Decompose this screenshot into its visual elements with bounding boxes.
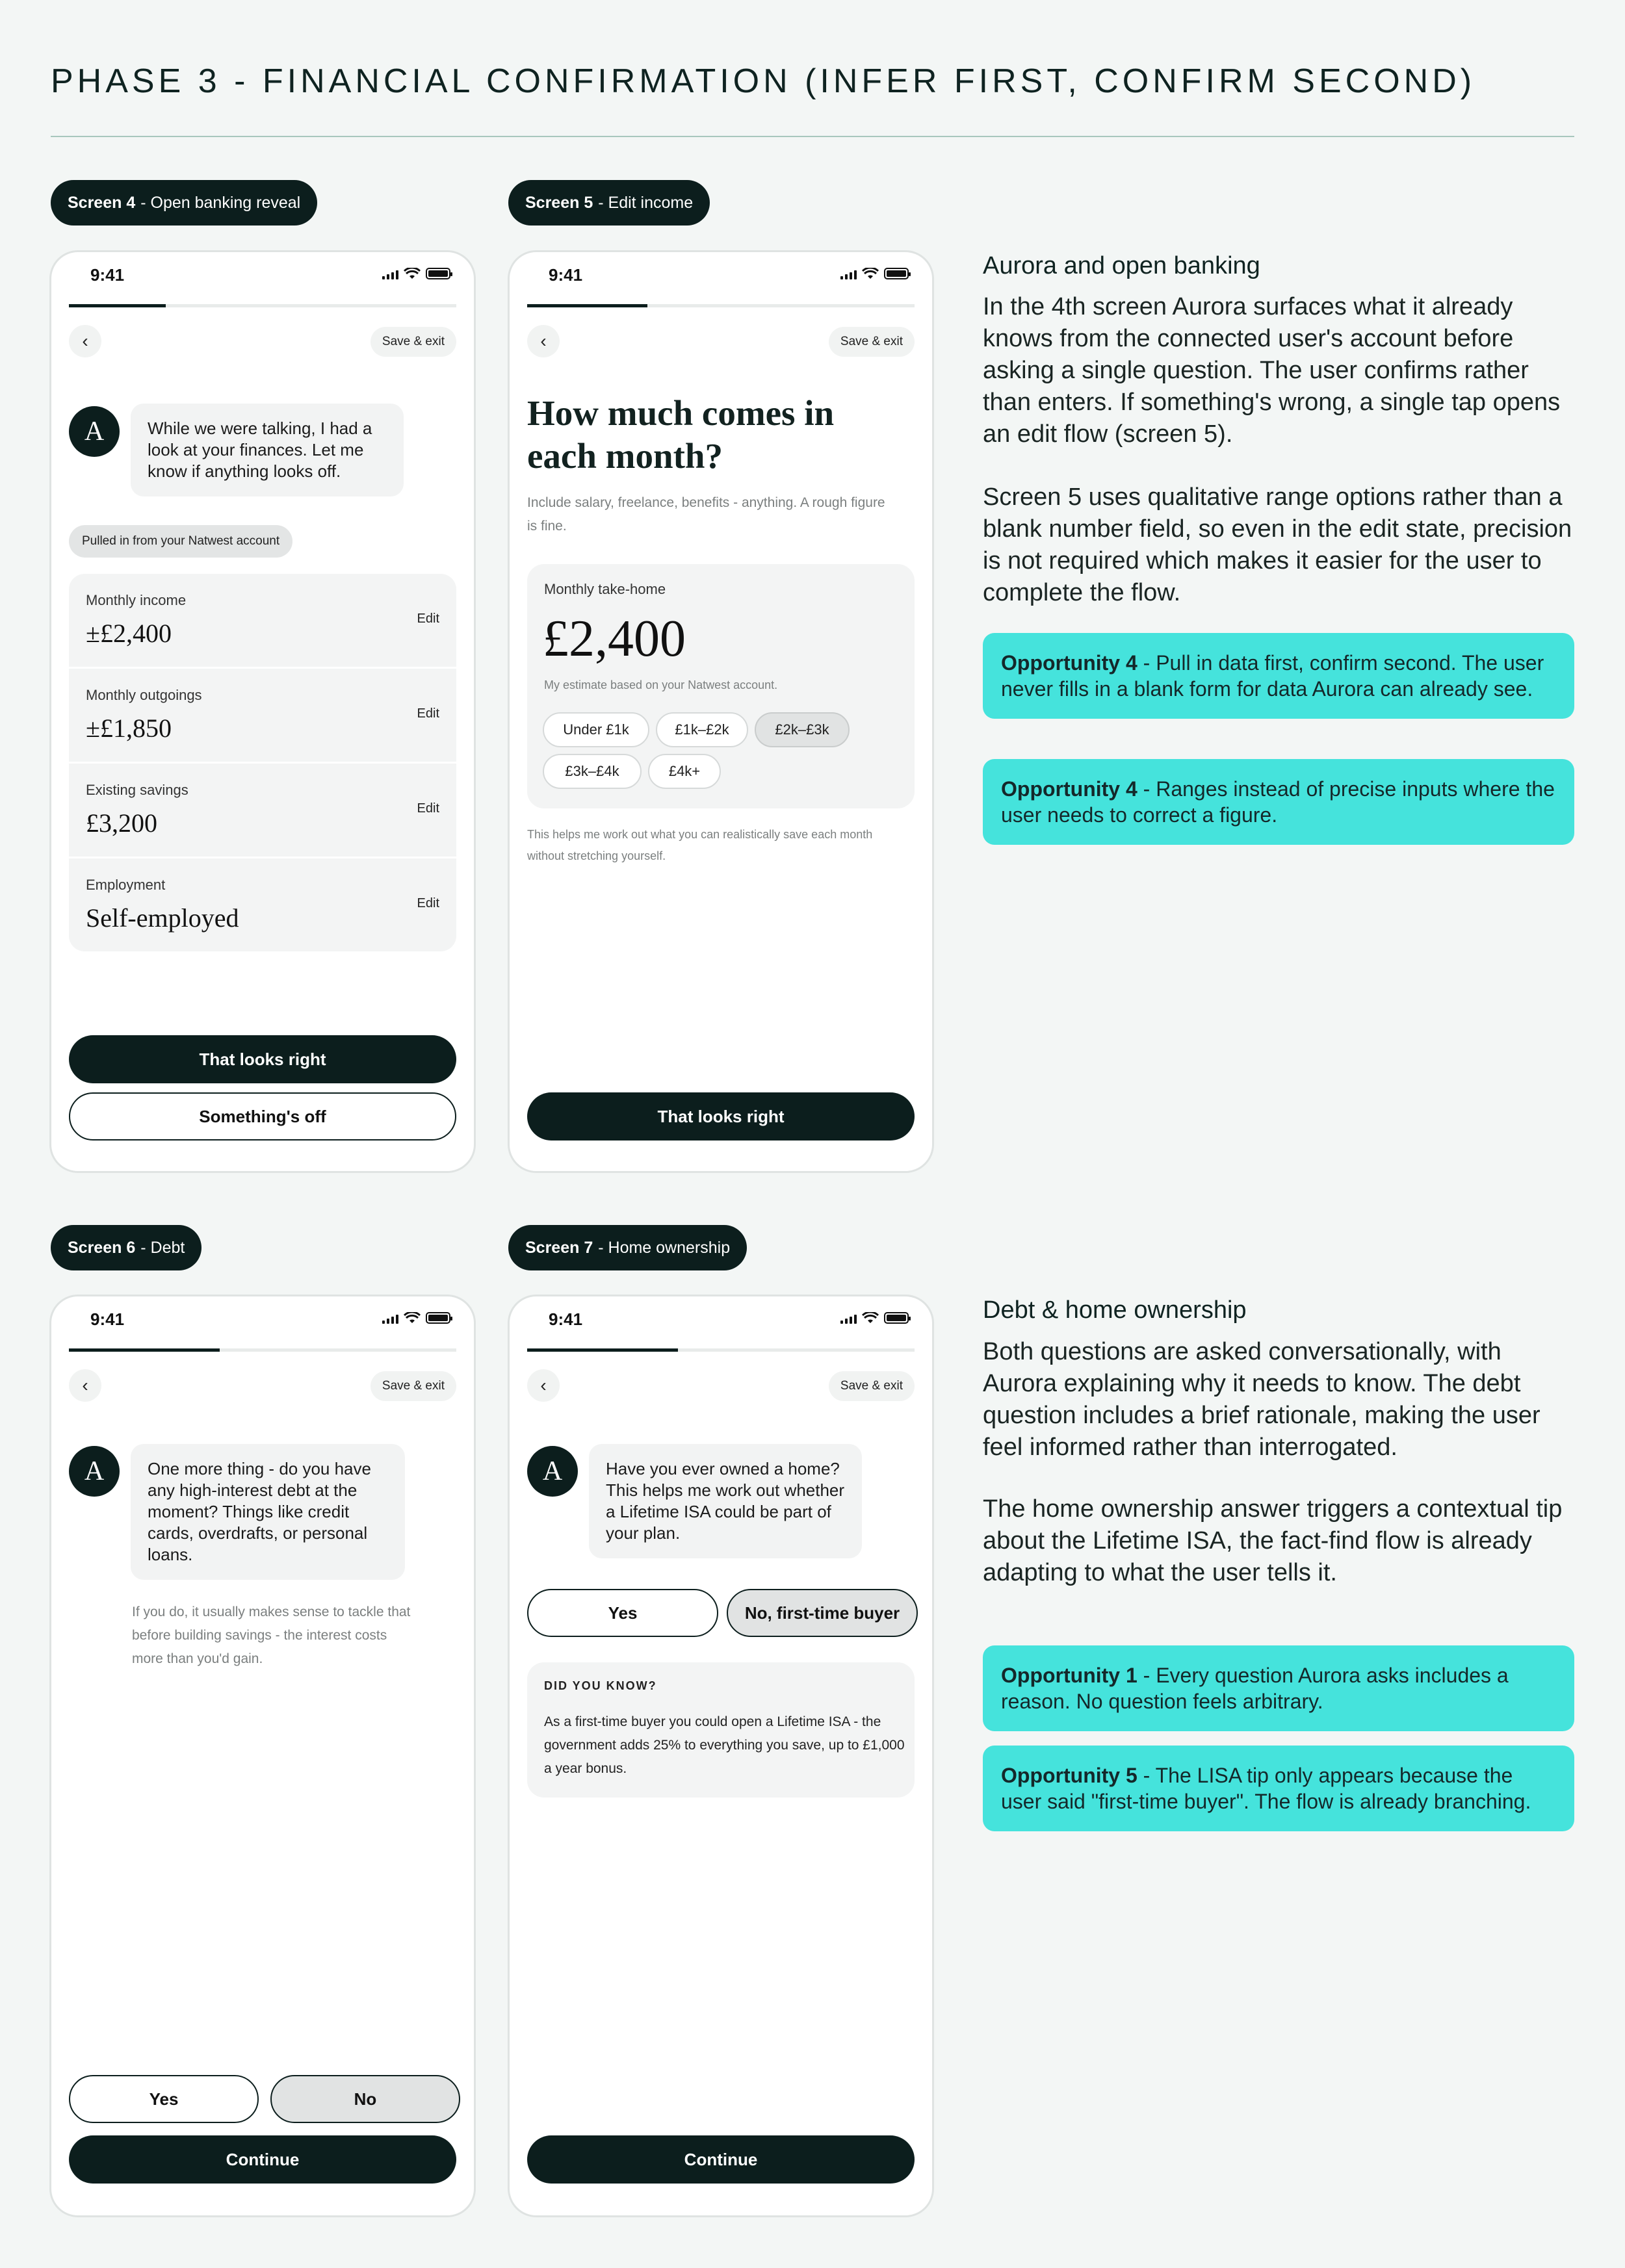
confirm-button[interactable]: That looks right: [69, 1035, 456, 1083]
yes-button[interactable]: Yes: [69, 2075, 259, 2123]
chevron-left-icon: ‹: [540, 1375, 547, 1395]
opportunity-text: - Every question Aurora asks includes a reason. No question feels arbitrary.: [1001, 1664, 1509, 1713]
opportunity-text: - Pull in data first, confirm second. The user never fills in a blank form for data Aurora can already see.: [1001, 651, 1544, 701]
opportunity-card: [983, 633, 1574, 719]
back-button[interactable]: [527, 325, 560, 357]
screen-5-pill-number: Screen 5: [525, 193, 593, 212]
opportunity-text: - Ranges instead of precise inputs where the user needs to correct a figure.: [1001, 777, 1555, 827]
save-exit-button[interactable]: Save & exit: [370, 327, 456, 357]
assistant-message: Have you ever owned a home? This helps me work out whether a Lifetime ISA could be part of your plan.: [589, 1444, 862, 1558]
screen-7-pill: [508, 1225, 747, 1270]
avatar: A: [69, 1446, 120, 1497]
opportunity-label: Opportunity 1: [1001, 1664, 1138, 1687]
signal-icon: [382, 1313, 398, 1324]
wifi-icon: [862, 1312, 879, 1324]
progress-fill: [527, 304, 647, 307]
section-paragraph: In the 4th screen Aurora surfaces what it already knows from the connected user's account before asking a single question. The user confirms rather than enters. If something's wrong, a single tap opens an edit flow (screen 5).: [983, 293, 1561, 448]
opportunity-card: [983, 1645, 1574, 1731]
status-icons: [382, 268, 450, 279]
income-question: How much comes in each month?: [527, 393, 835, 476]
battery-icon: [426, 268, 450, 279]
data-card-savings: [69, 764, 456, 857]
assistant-message: One more thing - do you have any high-interest debt at the moment? Things like credit cards, overdrafts, or personal loans.: [131, 1444, 405, 1580]
data-card-value: Self-employed: [86, 903, 239, 933]
opportunity-label: Opportunity 5: [1001, 1764, 1138, 1787]
title-divider: [51, 136, 1574, 137]
status-time: 9:41: [90, 265, 125, 285]
wifi-icon: [404, 268, 421, 279]
range-chip[interactable]: £3k–£4k: [543, 754, 642, 789]
screen-5-pill: [508, 180, 710, 226]
progress-bar: [69, 1348, 456, 1352]
status-icons: [840, 1312, 909, 1324]
first-time-buyer-button-selected[interactable]: No, first-time buyer: [727, 1589, 918, 1637]
data-card-income: [69, 574, 456, 667]
screen-6-pill-title: - Debt: [140, 1238, 185, 1257]
screen-4-phone: [49, 250, 476, 1173]
opportunity-card: [983, 759, 1574, 845]
progress-fill: [69, 1348, 220, 1352]
screen-4-pill-number: Screen 4: [68, 193, 136, 212]
assistant-message: While we were talking, I had a look at your finances. Let me know if anything looks off.: [131, 404, 404, 496]
yes-button[interactable]: Yes: [527, 1589, 718, 1637]
source-badge: Pulled in from your Natwest account: [69, 525, 292, 558]
section-paragraph: Both questions are asked conversationally, with Aurora explaining why it needs to know. The debt question includes a brief rationale, making the user feel informed rather than interrogated.: [983, 1338, 1540, 1461]
chevron-left-icon: ‹: [82, 1375, 88, 1395]
income-amount: £2,400: [543, 610, 686, 667]
status-time: 9:41: [90, 1309, 125, 1329]
estimate-note: My estimate based on your Natwest account.: [544, 678, 778, 691]
wifi-icon: [862, 268, 879, 279]
screen-5-pill-title: - Edit income: [598, 193, 694, 212]
signal-icon: [840, 1313, 857, 1324]
screen-7-phone: [508, 1295, 934, 2217]
save-exit-button[interactable]: Save & exit: [829, 1371, 915, 1401]
debt-rationale: If you do, it usually makes sense to tackle that before building savings - the interest costs more than you'd gain.: [132, 1604, 411, 1666]
data-card-value: ±£2,400: [86, 619, 172, 648]
screen-7-pill-title: - Home ownership: [598, 1238, 731, 1257]
section-heading-debt: Debt & home ownership: [983, 1296, 1247, 1324]
range-chip[interactable]: £4k+: [648, 754, 721, 789]
data-card-label: Monthly outgoings: [86, 687, 202, 703]
did-you-know-card: [527, 1662, 915, 1798]
data-card-value: ±£1,850: [86, 714, 172, 743]
avatar: A: [69, 406, 120, 457]
progress-bar: [527, 1348, 915, 1352]
avatar: A: [527, 1446, 578, 1497]
edit-savings-link[interactable]: Edit: [417, 801, 439, 816]
section-heading-open-banking: Aurora and open banking: [983, 252, 1260, 279]
screen-5-phone: [508, 250, 934, 1173]
signal-icon: [840, 269, 857, 279]
opportunity-label: Opportunity 4: [1001, 651, 1138, 675]
edit-income-link[interactable]: Edit: [417, 612, 439, 626]
save-exit-button[interactable]: Save & exit: [829, 327, 915, 357]
status-time: 9:41: [549, 1309, 583, 1329]
section-paragraph: Screen 5 uses qualitative range options rather than a blank number field, so even in the edit state, precision is not required which makes it easier for the user to complete the flow.: [983, 483, 1572, 606]
tip-kicker: DID YOU KNOW?: [544, 1679, 657, 1692]
battery-icon: [884, 268, 909, 279]
range-chip-selected[interactable]: £2k–£3k: [755, 712, 850, 747]
data-card-outgoings: [69, 669, 456, 762]
status-time: 9:41: [549, 265, 583, 285]
edit-employment-link[interactable]: Edit: [417, 896, 439, 910]
battery-icon: [426, 1312, 450, 1324]
chevron-left-icon: ‹: [82, 331, 88, 351]
edit-outgoings-link[interactable]: Edit: [417, 706, 439, 721]
data-card-label: Existing savings: [86, 782, 188, 798]
continue-button[interactable]: Continue: [527, 2135, 915, 2184]
page-title: PHASE 3 - FINANCIAL CONFIRMATION (INFER FIRST, CONFIRM SECOND): [51, 62, 1476, 100]
screen-6-pill-number: Screen 6: [68, 1238, 136, 1257]
wifi-icon: [404, 1312, 421, 1324]
no-button-selected[interactable]: No: [270, 2075, 460, 2123]
screen-6-phone: [49, 1295, 476, 2217]
back-button[interactable]: [69, 325, 101, 357]
status-icons: [840, 268, 909, 279]
data-card-value: £3,200: [86, 808, 157, 838]
income-card-label: Monthly take-home: [544, 581, 666, 597]
progress-bar: [527, 304, 915, 307]
opportunity-card: [983, 1746, 1574, 1831]
data-card-employment: [69, 858, 456, 951]
opportunity-text: - The LISA tip only appears because the user said "first-time buyer". The flow is already branching.: [1001, 1764, 1531, 1813]
data-card-label: Monthly income: [86, 592, 187, 608]
help-text: This helps me work out what you can realistically save each month without stretching yourself.: [527, 828, 873, 862]
save-exit-button[interactable]: Save & exit: [370, 1371, 456, 1401]
battery-icon: [884, 1312, 909, 1324]
screen-4-pill: [51, 180, 317, 226]
opportunity-label: Opportunity 4: [1001, 777, 1138, 801]
income-question-subtitle: Include salary, freelance, benefits - anything. A rough figure is fine.: [527, 495, 885, 534]
progress-fill: [527, 1348, 678, 1352]
something-off-button[interactable]: Something's off: [69, 1092, 456, 1140]
progress-fill: [69, 304, 166, 307]
income-card: [527, 564, 915, 808]
tip-body: As a first-time buyer you could open a Lifetime ISA - the government adds 25% to everything you save, up to £1,000 a year bonus.: [544, 1714, 905, 1776]
continue-button[interactable]: Continue: [69, 2135, 456, 2184]
range-chip[interactable]: Under £1k: [543, 712, 649, 747]
screen-7-pill-number: Screen 7: [525, 1238, 593, 1257]
section-paragraph: The home ownership answer triggers a contextual tip about the Lifetime ISA, the fact-find flow is already adapting to what the user tells it.: [983, 1495, 1563, 1586]
screen-6-pill: [51, 1225, 202, 1270]
back-button[interactable]: [527, 1369, 560, 1402]
screen-4-pill-title: - Open banking reveal: [140, 193, 301, 212]
signal-icon: [382, 269, 398, 279]
back-button[interactable]: [69, 1369, 101, 1402]
progress-bar: [69, 304, 456, 307]
range-chip[interactable]: £1k–£2k: [656, 712, 748, 747]
chevron-left-icon: ‹: [540, 331, 547, 351]
status-icons: [382, 1312, 450, 1324]
confirm-button[interactable]: That looks right: [527, 1092, 915, 1140]
data-card-label: Employment: [86, 877, 166, 893]
